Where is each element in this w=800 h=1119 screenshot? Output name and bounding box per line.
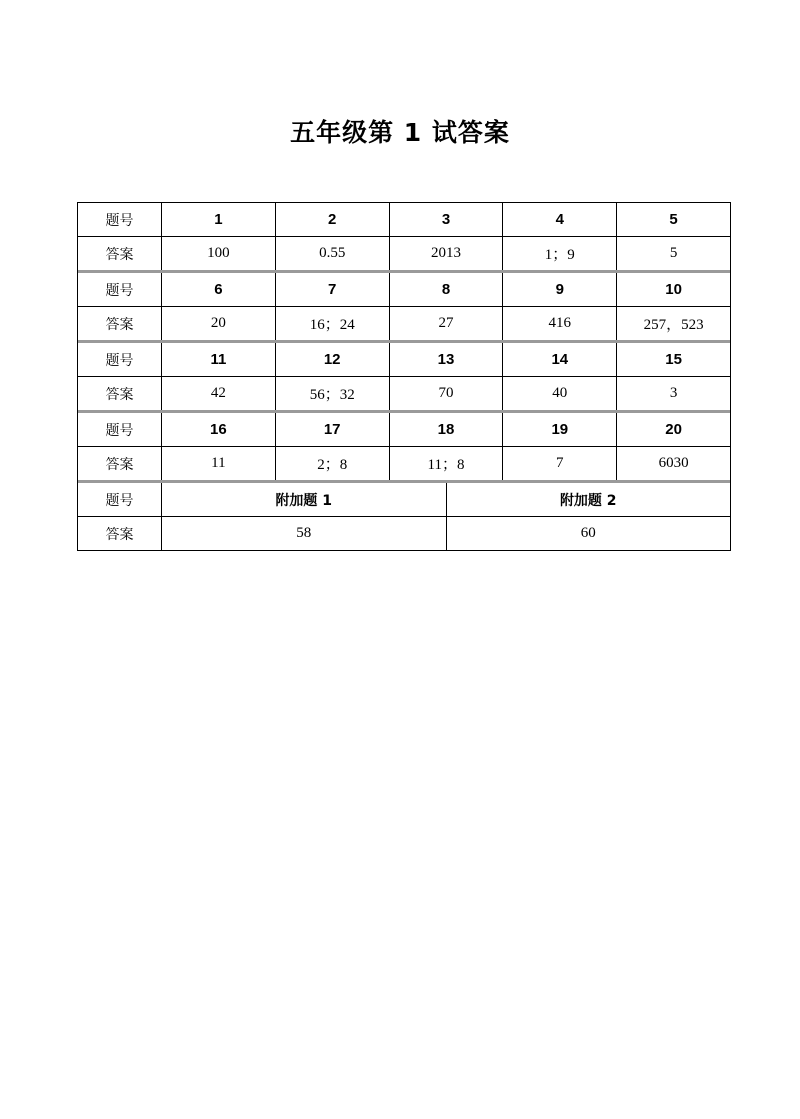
bonus-question-number-cell: 附加题 1 xyxy=(161,483,446,516)
answer-row xyxy=(78,376,730,410)
answer-cell: 40 xyxy=(502,377,616,410)
bonus-question-group xyxy=(78,480,730,550)
answer-row xyxy=(78,236,730,270)
question-label-cell: 题号 xyxy=(105,422,134,439)
question-number-row xyxy=(78,203,730,236)
answer-cell: 20 xyxy=(161,307,275,340)
answer-label-cell: 答案 xyxy=(105,246,134,263)
question-number-cell: 12 xyxy=(275,343,389,376)
answer-cell: 5 xyxy=(616,237,730,270)
question-number-row xyxy=(78,273,730,306)
question-number-cell: 20 xyxy=(616,413,730,446)
question-number-cell: 7 xyxy=(275,273,389,306)
answer-label-cell: 答案 xyxy=(105,526,134,543)
question-number-cell: 3 xyxy=(389,203,503,236)
question-number-cell: 19 xyxy=(502,413,616,446)
question-number-cell: 17 xyxy=(275,413,389,446)
page-title: 五年级第 1 试答案 xyxy=(290,118,510,147)
question-number-cell: 13 xyxy=(389,343,503,376)
answer-label-cell: 答案 xyxy=(105,456,134,473)
answer-cell: 16；24 xyxy=(275,307,389,340)
answer-row xyxy=(78,306,730,340)
question-number-cell: 4 xyxy=(502,203,616,236)
question-number-cell: 1 xyxy=(161,203,275,236)
answer-cell: 11 xyxy=(161,447,275,480)
answer-cell: 257，523 xyxy=(616,307,730,340)
question-number-cell: 11 xyxy=(161,343,275,376)
question-number-cell: 16 xyxy=(161,413,275,446)
question-number-cell: 8 xyxy=(389,273,503,306)
question-number-cell: 2 xyxy=(275,203,389,236)
answer-label-cell: 答案 xyxy=(105,386,134,403)
question-group xyxy=(78,410,730,480)
bonus-question-number-cell: 附加题 2 xyxy=(446,483,731,516)
question-number-cell: 14 xyxy=(502,343,616,376)
answer-cell: 3 xyxy=(616,377,730,410)
answer-cell: 100 xyxy=(161,237,275,270)
answer-cell: 11；8 xyxy=(389,447,503,480)
bonus-answer-cell: 58 xyxy=(161,517,446,550)
answer-cell: 2013 xyxy=(389,237,503,270)
answer-cell: 42 xyxy=(161,377,275,410)
bonus-answer-row xyxy=(78,516,730,550)
answer-cell: 2；8 xyxy=(275,447,389,480)
answer-cell: 0.55 xyxy=(275,237,389,270)
question-number-row xyxy=(78,413,730,446)
question-number-cell: 18 xyxy=(389,413,503,446)
answer-cell: 1；9 xyxy=(502,237,616,270)
answer-cell: 27 xyxy=(389,307,503,340)
question-number-cell: 6 xyxy=(161,273,275,306)
question-label-cell: 题号 xyxy=(105,212,134,229)
answer-cell: 70 xyxy=(389,377,503,410)
question-number-cell: 10 xyxy=(616,273,730,306)
answer-label-cell: 答案 xyxy=(105,316,134,333)
question-label-cell: 题号 xyxy=(105,492,134,509)
answer-cell: 6030 xyxy=(616,447,730,480)
question-number-cell: 15 xyxy=(616,343,730,376)
question-group xyxy=(78,340,730,410)
answer-table xyxy=(77,202,731,551)
answer-cell: 56；32 xyxy=(275,377,389,410)
answer-cell: 416 xyxy=(502,307,616,340)
bonus-answer-cell: 60 xyxy=(446,517,731,550)
question-group xyxy=(78,270,730,340)
question-number-cell: 5 xyxy=(616,203,730,236)
answer-cell: 7 xyxy=(502,447,616,480)
question-label-cell: 题号 xyxy=(105,352,134,369)
question-group xyxy=(78,203,730,270)
question-number-row xyxy=(78,343,730,376)
answer-row xyxy=(78,446,730,480)
question-number-cell: 9 xyxy=(502,273,616,306)
question-label-cell: 题号 xyxy=(105,282,134,299)
bonus-number-row xyxy=(78,483,730,516)
